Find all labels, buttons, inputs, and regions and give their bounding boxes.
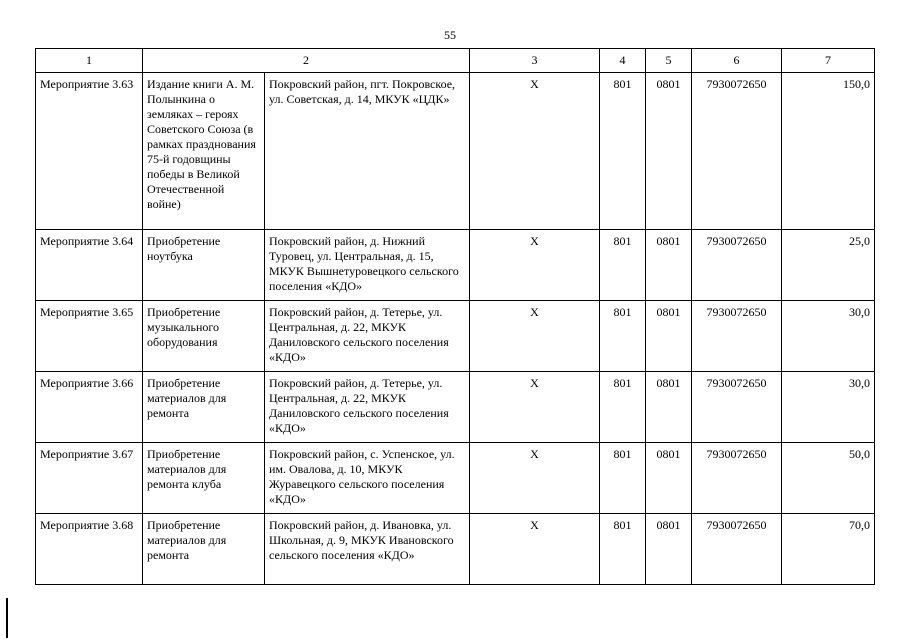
- col6-cell: 7930072650: [692, 514, 782, 585]
- col7-cell: 70,0: [782, 514, 875, 585]
- header-col-5: 5: [646, 49, 692, 73]
- header-col-2: 2: [143, 49, 470, 73]
- table-header-row: [36, 49, 875, 73]
- table-row: [36, 73, 875, 230]
- measure-cell: Мероприятие 3.64: [36, 230, 143, 301]
- col4-cell: 801: [600, 372, 646, 443]
- description-cell: Издание книги А. М. Полынкина о земляках – героях Советского Союза (в рамках празднования 75-й годовщины победы в Великой Отечественной войне): [143, 73, 265, 230]
- col3-cell: Х: [470, 301, 600, 372]
- header-col-6: 6: [692, 49, 782, 73]
- col3-cell: Х: [470, 372, 600, 443]
- page-number: 55: [444, 28, 456, 42]
- measure-cell: Мероприятие 3.65: [36, 301, 143, 372]
- col6-cell: 7930072650: [692, 230, 782, 301]
- col4-cell: 801: [600, 443, 646, 514]
- address-cell: Покровский район, с. Успенское, ул. им. Овалова, д. 10, МКУК Журавецкого сельского поселения «КДО»: [265, 443, 470, 514]
- col7-cell: 150,0: [782, 73, 875, 230]
- col3-cell: Х: [470, 443, 600, 514]
- address-cell: Покровский район, д. Нижний Туровец, ул. Центральная, д. 15, МКУК Вышнетуровецкого сельского поселения «КДО»: [265, 230, 470, 301]
- margin-mark: [6, 598, 8, 638]
- col6-cell: 7930072650: [692, 372, 782, 443]
- description-cell: Приобретение музыкального оборудования: [143, 301, 265, 372]
- description-cell: Приобретение ноутбука: [143, 230, 265, 301]
- table-row: [36, 443, 875, 514]
- description-cell: Приобретение материалов для ремонта: [143, 372, 265, 443]
- address-cell: Покровский район, д. Тетерье, ул. Центральная, д. 22, МКУК Даниловского сельского поселения «КДО»: [265, 301, 470, 372]
- col4-cell: 801: [600, 301, 646, 372]
- table-row: [36, 301, 875, 372]
- header-col-7: 7: [782, 49, 875, 73]
- description-cell: Приобретение материалов для ремонта клуба: [143, 443, 265, 514]
- measures-table: [35, 48, 875, 585]
- measure-cell: Мероприятие 3.63: [36, 73, 143, 230]
- col6-cell: 7930072650: [692, 301, 782, 372]
- col5-cell: 0801: [646, 514, 692, 585]
- col5-cell: 0801: [646, 73, 692, 230]
- header-col-3: 3: [470, 49, 600, 73]
- address-cell: Покровский район, пгт. Покровское, ул. Советская, д. 14, МКУК «ЦДК»: [265, 73, 470, 230]
- col7-cell: 30,0: [782, 301, 875, 372]
- header-col-1: 1: [36, 49, 143, 73]
- header-col-4: 4: [600, 49, 646, 73]
- col3-cell: Х: [470, 73, 600, 230]
- col6-cell: 7930072650: [692, 73, 782, 230]
- address-cell: Покровский район, д. Ивановка, ул. Школьная, д. 9, МКУК Ивановского сельского поселения «КДО»: [265, 514, 470, 585]
- table-row: [36, 372, 875, 443]
- col7-cell: 50,0: [782, 443, 875, 514]
- col4-cell: 801: [600, 73, 646, 230]
- measure-cell: Мероприятие 3.68: [36, 514, 143, 585]
- col4-cell: 801: [600, 514, 646, 585]
- measure-cell: Мероприятие 3.67: [36, 443, 143, 514]
- description-cell: Приобретение материалов для ремонта: [143, 514, 265, 585]
- col6-cell: 7930072650: [692, 443, 782, 514]
- col5-cell: 0801: [646, 443, 692, 514]
- address-cell: Покровский район, д. Тетерье, ул. Центральная, д. 22, МКУК Даниловского сельского поселения «КДО»: [265, 372, 470, 443]
- measure-cell: Мероприятие 3.66: [36, 372, 143, 443]
- col5-cell: 0801: [646, 372, 692, 443]
- table-row: [36, 230, 875, 301]
- col5-cell: 0801: [646, 301, 692, 372]
- col4-cell: 801: [600, 230, 646, 301]
- col3-cell: Х: [470, 514, 600, 585]
- col7-cell: 25,0: [782, 230, 875, 301]
- col7-cell: 30,0: [782, 372, 875, 443]
- col5-cell: 0801: [646, 230, 692, 301]
- table-row: [36, 514, 875, 585]
- col3-cell: Х: [470, 230, 600, 301]
